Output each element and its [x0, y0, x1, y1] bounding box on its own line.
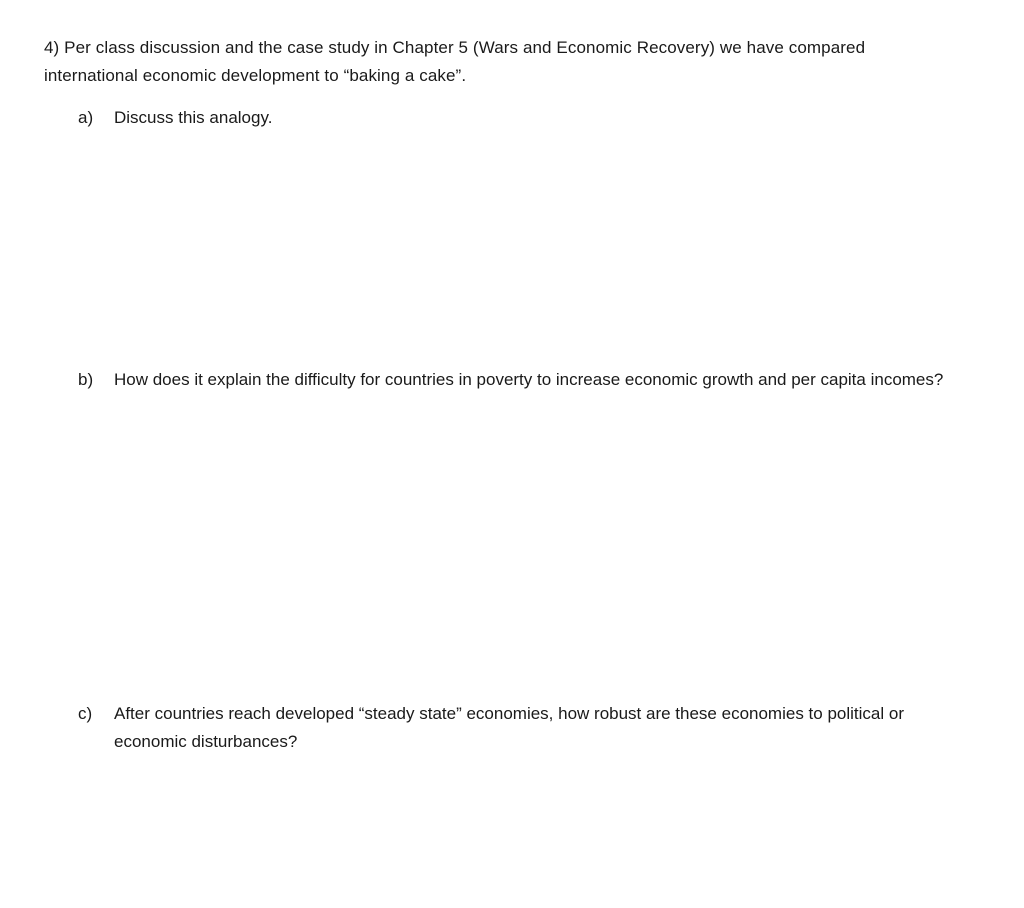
sub-question-c [78, 700, 958, 756]
sub-question-text: How does it explain the difficulty for countries in poverty to increase economic growth and per capita incomes? [114, 370, 944, 389]
sub-question-text: After countries reach developed “steady state” economies, how robust are these economies to political or economic disturbances? [114, 704, 904, 751]
question-intro: 4) Per class discussion and the case study in Chapter 5 (Wars and Economic Recovery) we have compared international economic development to “baking a cake”. [44, 38, 866, 85]
sub-question-letter: b) [78, 370, 94, 389]
sub-question-a [78, 104, 958, 132]
sub-question-letter: c) [78, 704, 93, 723]
sub-question-letter: a) [78, 108, 94, 127]
sub-question-b [78, 366, 958, 394]
sub-question-text: Discuss this analogy. [114, 108, 273, 127]
